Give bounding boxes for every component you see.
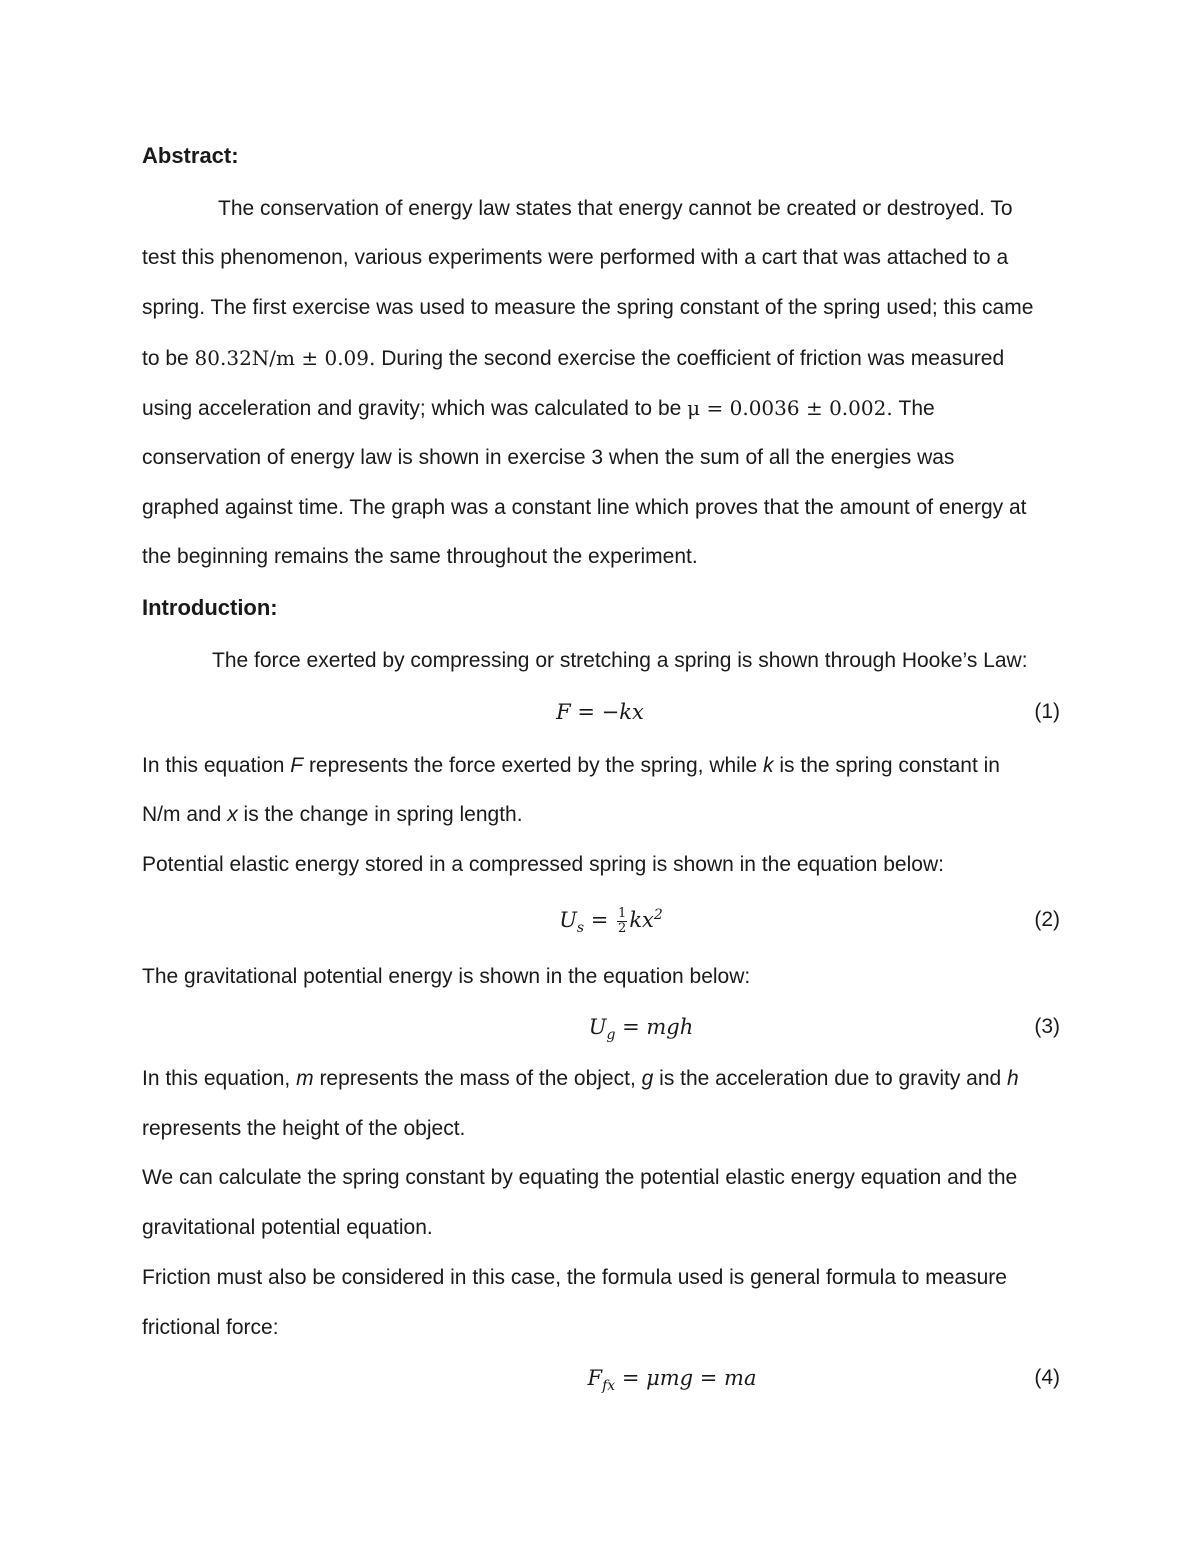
- p2-var-f: F: [290, 754, 304, 777]
- friction-coefficient-value: μ = 0.0036 ± 0.002.: [687, 396, 893, 420]
- intro-paragraph-6-line-1: We can calculate the spring constant by equating the potential elastic energy equation and the: [142, 1166, 1018, 1189]
- abstract-heading: Abstract:: [142, 143, 239, 168]
- intro-paragraph-5-line-1: [142, 1064, 1082, 1094]
- intro-paragraph-6-line-2: gravitational potential equation.: [142, 1216, 433, 1239]
- introduction-heading: Introduction:: [142, 595, 278, 620]
- p2-text-a: In this equation: [142, 754, 291, 777]
- eq4-lhs-sub: fx: [602, 1378, 616, 1395]
- p5-text-b: represents the mass of the object,: [313, 1067, 642, 1090]
- abstract-line-6: conservation of energy law is shown in exercise 3 when the sum of all the energies was: [142, 446, 955, 469]
- equation-2-body: [0, 900, 1200, 940]
- equation-3-number: (3): [1034, 1015, 1060, 1038]
- p5-var-g: g: [641, 1067, 654, 1090]
- intro-paragraph-2-line-2: [142, 800, 1082, 830]
- intro-paragraph-4: The gravitational potential energy is shown in the equation below:: [142, 965, 751, 988]
- p2-var-k: k: [763, 754, 774, 777]
- eq2-rhs: kx: [629, 908, 654, 932]
- eq2-equals: =: [584, 908, 616, 932]
- eq3-lhs: U: [588, 1015, 607, 1039]
- p2-l2-text-b: is the change in spring length.: [237, 803, 523, 826]
- equation-3: [0, 1007, 1200, 1047]
- eq4-lhs: F: [587, 1366, 603, 1390]
- abstract-line-4-text-a: to be: [142, 347, 195, 370]
- equation-1-number: (1): [1034, 700, 1060, 723]
- equation-1-body: F = −kx: [556, 700, 644, 724]
- eq2-frac-den: 2: [618, 921, 627, 936]
- eq4-rhs: = μmg = ma: [615, 1366, 757, 1390]
- abstract-line-2: test this phenomenon, various experiments were performed with a cart that was attached to a: [142, 246, 1009, 269]
- eq2-rhs-sup: 2: [653, 907, 663, 923]
- p2-l2-text-a: N/m and: [142, 803, 228, 826]
- eq2-lhs: U: [559, 908, 577, 932]
- abstract-line-4: [142, 343, 1082, 374]
- eq2-lhs-sub: s: [576, 920, 585, 937]
- equation-1: [0, 692, 1200, 732]
- p5-var-m: m: [296, 1067, 314, 1090]
- equation-2-number: (2): [1034, 908, 1060, 931]
- p5-text-a: In this equation,: [142, 1067, 297, 1090]
- intro-paragraph-7-line-1: Friction must also be considered in this case, the formula used is general formula to measure: [142, 1266, 1007, 1289]
- abstract-line-7: graphed against time. The graph was a constant line which proves that the amount of energy at: [142, 496, 1027, 519]
- p2-text-c: is the spring constant in: [773, 754, 1000, 777]
- equation-3-body: [0, 1007, 1200, 1047]
- equation-4: [0, 1358, 1200, 1398]
- equation-4-number: (4): [1034, 1366, 1060, 1389]
- intro-paragraph-7-line-2: frictional force:: [142, 1316, 279, 1339]
- abstract-line-8: the beginning remains the same throughout the experiment.: [142, 545, 698, 568]
- p2-text-b: represents the force exerted by the spring, while: [303, 754, 764, 777]
- abstract-line-5: [142, 393, 1082, 424]
- intro-paragraph-1: The force exerted by compressing or stretching a spring is shown through Hooke’s Law:: [212, 649, 1028, 672]
- p5-var-h: h: [1007, 1067, 1019, 1090]
- eq3-rhs: = mgh: [615, 1015, 694, 1039]
- abstract-line-1: The conservation of energy law states that energy cannot be created or destroyed. To: [218, 197, 1013, 220]
- abstract-line-4-text-b: During the second exercise the coefficient of friction was measured: [375, 347, 1005, 370]
- abstract-line-5-text-a: using acceleration and gravity; which was calculated to be: [142, 397, 688, 420]
- eq3-lhs-sub: g: [606, 1027, 616, 1044]
- intro-paragraph-5-line-2: represents the height of the object.: [142, 1117, 466, 1140]
- p5-text-c: is the acceleration due to gravity and: [653, 1067, 1008, 1090]
- intro-paragraph-2-line-1: [142, 751, 1082, 781]
- p2-var-x: x: [227, 803, 238, 826]
- equation-2: [0, 900, 1200, 940]
- intro-paragraph-3: Potential elastic energy stored in a compressed spring is shown in the equation below:: [142, 853, 944, 876]
- abstract-line-3: spring. The first exercise was used to measure the spring constant of the spring used; this came: [142, 296, 1034, 319]
- spring-constant-value: 80.32N/m ± 0.09.: [194, 346, 376, 370]
- abstract-line-5-text-b: The: [892, 397, 935, 420]
- eq2-frac-num: 1: [618, 906, 627, 921]
- equation-4-body: [0, 1358, 1200, 1398]
- eq2-fraction: [617, 907, 627, 936]
